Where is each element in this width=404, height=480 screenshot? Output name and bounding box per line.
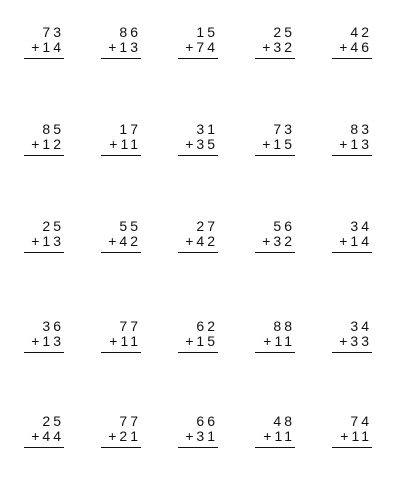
- sum-line: [332, 155, 372, 156]
- top-number: 73: [42, 24, 64, 40]
- sum-line: [101, 155, 141, 156]
- addend-row: +44: [31, 428, 64, 444]
- top-number: 66: [196, 413, 218, 429]
- sum-line: [178, 252, 218, 253]
- top-number: 34: [350, 318, 372, 334]
- sum-line: [24, 252, 64, 253]
- top-number: 17: [119, 121, 141, 137]
- addition-problem: [101, 413, 141, 457]
- addend-row: +14: [31, 39, 64, 55]
- top-number: 55: [119, 218, 141, 234]
- addend-row: +15: [262, 136, 295, 152]
- addition-problem: [255, 218, 295, 262]
- addend-row: +11: [109, 136, 141, 152]
- sum-line: [332, 447, 372, 448]
- sum-line: [24, 58, 64, 59]
- addition-problem: [178, 24, 218, 68]
- top-number: 86: [119, 24, 141, 40]
- addition-problem: [332, 24, 372, 68]
- addend-row: +11: [109, 333, 141, 349]
- sum-line: [332, 58, 372, 59]
- sum-line: [178, 155, 218, 156]
- addition-problem: [101, 121, 141, 165]
- addition-problem: [101, 318, 141, 362]
- addition-problem: [332, 121, 372, 165]
- addend-row: +13: [31, 333, 64, 349]
- addition-problem: [332, 218, 372, 262]
- addition-problem: [332, 413, 372, 457]
- top-number: 83: [350, 121, 372, 137]
- top-number: 25: [42, 413, 64, 429]
- addition-problem: [24, 318, 64, 362]
- top-number: 77: [119, 413, 141, 429]
- sum-line: [255, 252, 295, 253]
- addition-problem: [178, 218, 218, 262]
- addend-row: +74: [185, 39, 218, 55]
- sum-line: [178, 447, 218, 448]
- top-number: 31: [196, 121, 218, 137]
- addend-row: +32: [262, 233, 295, 249]
- addition-problem: [101, 218, 141, 262]
- sum-line: [332, 352, 372, 353]
- addition-problem: [178, 413, 218, 457]
- sum-line: [101, 58, 141, 59]
- top-number: 56: [273, 218, 295, 234]
- addend-row: +46: [339, 39, 372, 55]
- sum-line: [255, 352, 295, 353]
- addition-problem: [24, 121, 64, 165]
- top-number: 88: [273, 318, 295, 334]
- addition-problem: [255, 318, 295, 362]
- top-number: 85: [42, 121, 64, 137]
- sum-line: [255, 447, 295, 448]
- top-number: 77: [119, 318, 141, 334]
- top-number: 62: [196, 318, 218, 334]
- addition-problem: [255, 413, 295, 457]
- addend-row: +11: [263, 428, 295, 444]
- sum-line: [24, 155, 64, 156]
- sum-line: [178, 352, 218, 353]
- addend-row: +11: [263, 333, 295, 349]
- top-number: 27: [196, 218, 218, 234]
- addend-row: +14: [339, 233, 372, 249]
- sum-line: [101, 252, 141, 253]
- top-number: 48: [273, 413, 295, 429]
- addition-problem: [332, 318, 372, 362]
- addend-row: +42: [185, 233, 218, 249]
- sum-line: [178, 58, 218, 59]
- sum-line: [255, 58, 295, 59]
- addend-row: +13: [31, 233, 64, 249]
- top-number: 25: [42, 218, 64, 234]
- addition-problem: [255, 121, 295, 165]
- top-number: 36: [42, 318, 64, 334]
- addition-problem: [255, 24, 295, 68]
- addition-problem: [178, 121, 218, 165]
- addend-row: +31: [185, 428, 218, 444]
- sum-line: [24, 352, 64, 353]
- sum-line: [24, 447, 64, 448]
- addend-row: +42: [108, 233, 141, 249]
- addend-row: +12: [31, 136, 64, 152]
- top-number: 74: [350, 413, 372, 429]
- addition-problem: [24, 24, 64, 68]
- sum-line: [101, 447, 141, 448]
- addition-problem: [178, 318, 218, 362]
- top-number: 42: [350, 24, 372, 40]
- addition-problem: [24, 413, 64, 457]
- addend-row: +32: [262, 39, 295, 55]
- addition-problem: [101, 24, 141, 68]
- sum-line: [101, 352, 141, 353]
- top-number: 25: [273, 24, 295, 40]
- top-number: 15: [196, 24, 218, 40]
- sum-line: [255, 155, 295, 156]
- addend-row: +11: [340, 428, 372, 444]
- addition-problem: [24, 218, 64, 262]
- addend-row: +13: [108, 39, 141, 55]
- sum-line: [332, 252, 372, 253]
- addend-row: +33: [339, 333, 372, 349]
- addend-row: +13: [339, 136, 372, 152]
- top-number: 34: [350, 218, 372, 234]
- addend-row: +35: [185, 136, 218, 152]
- top-number: 73: [273, 121, 295, 137]
- addend-row: +15: [185, 333, 218, 349]
- addend-row: +21: [108, 428, 141, 444]
